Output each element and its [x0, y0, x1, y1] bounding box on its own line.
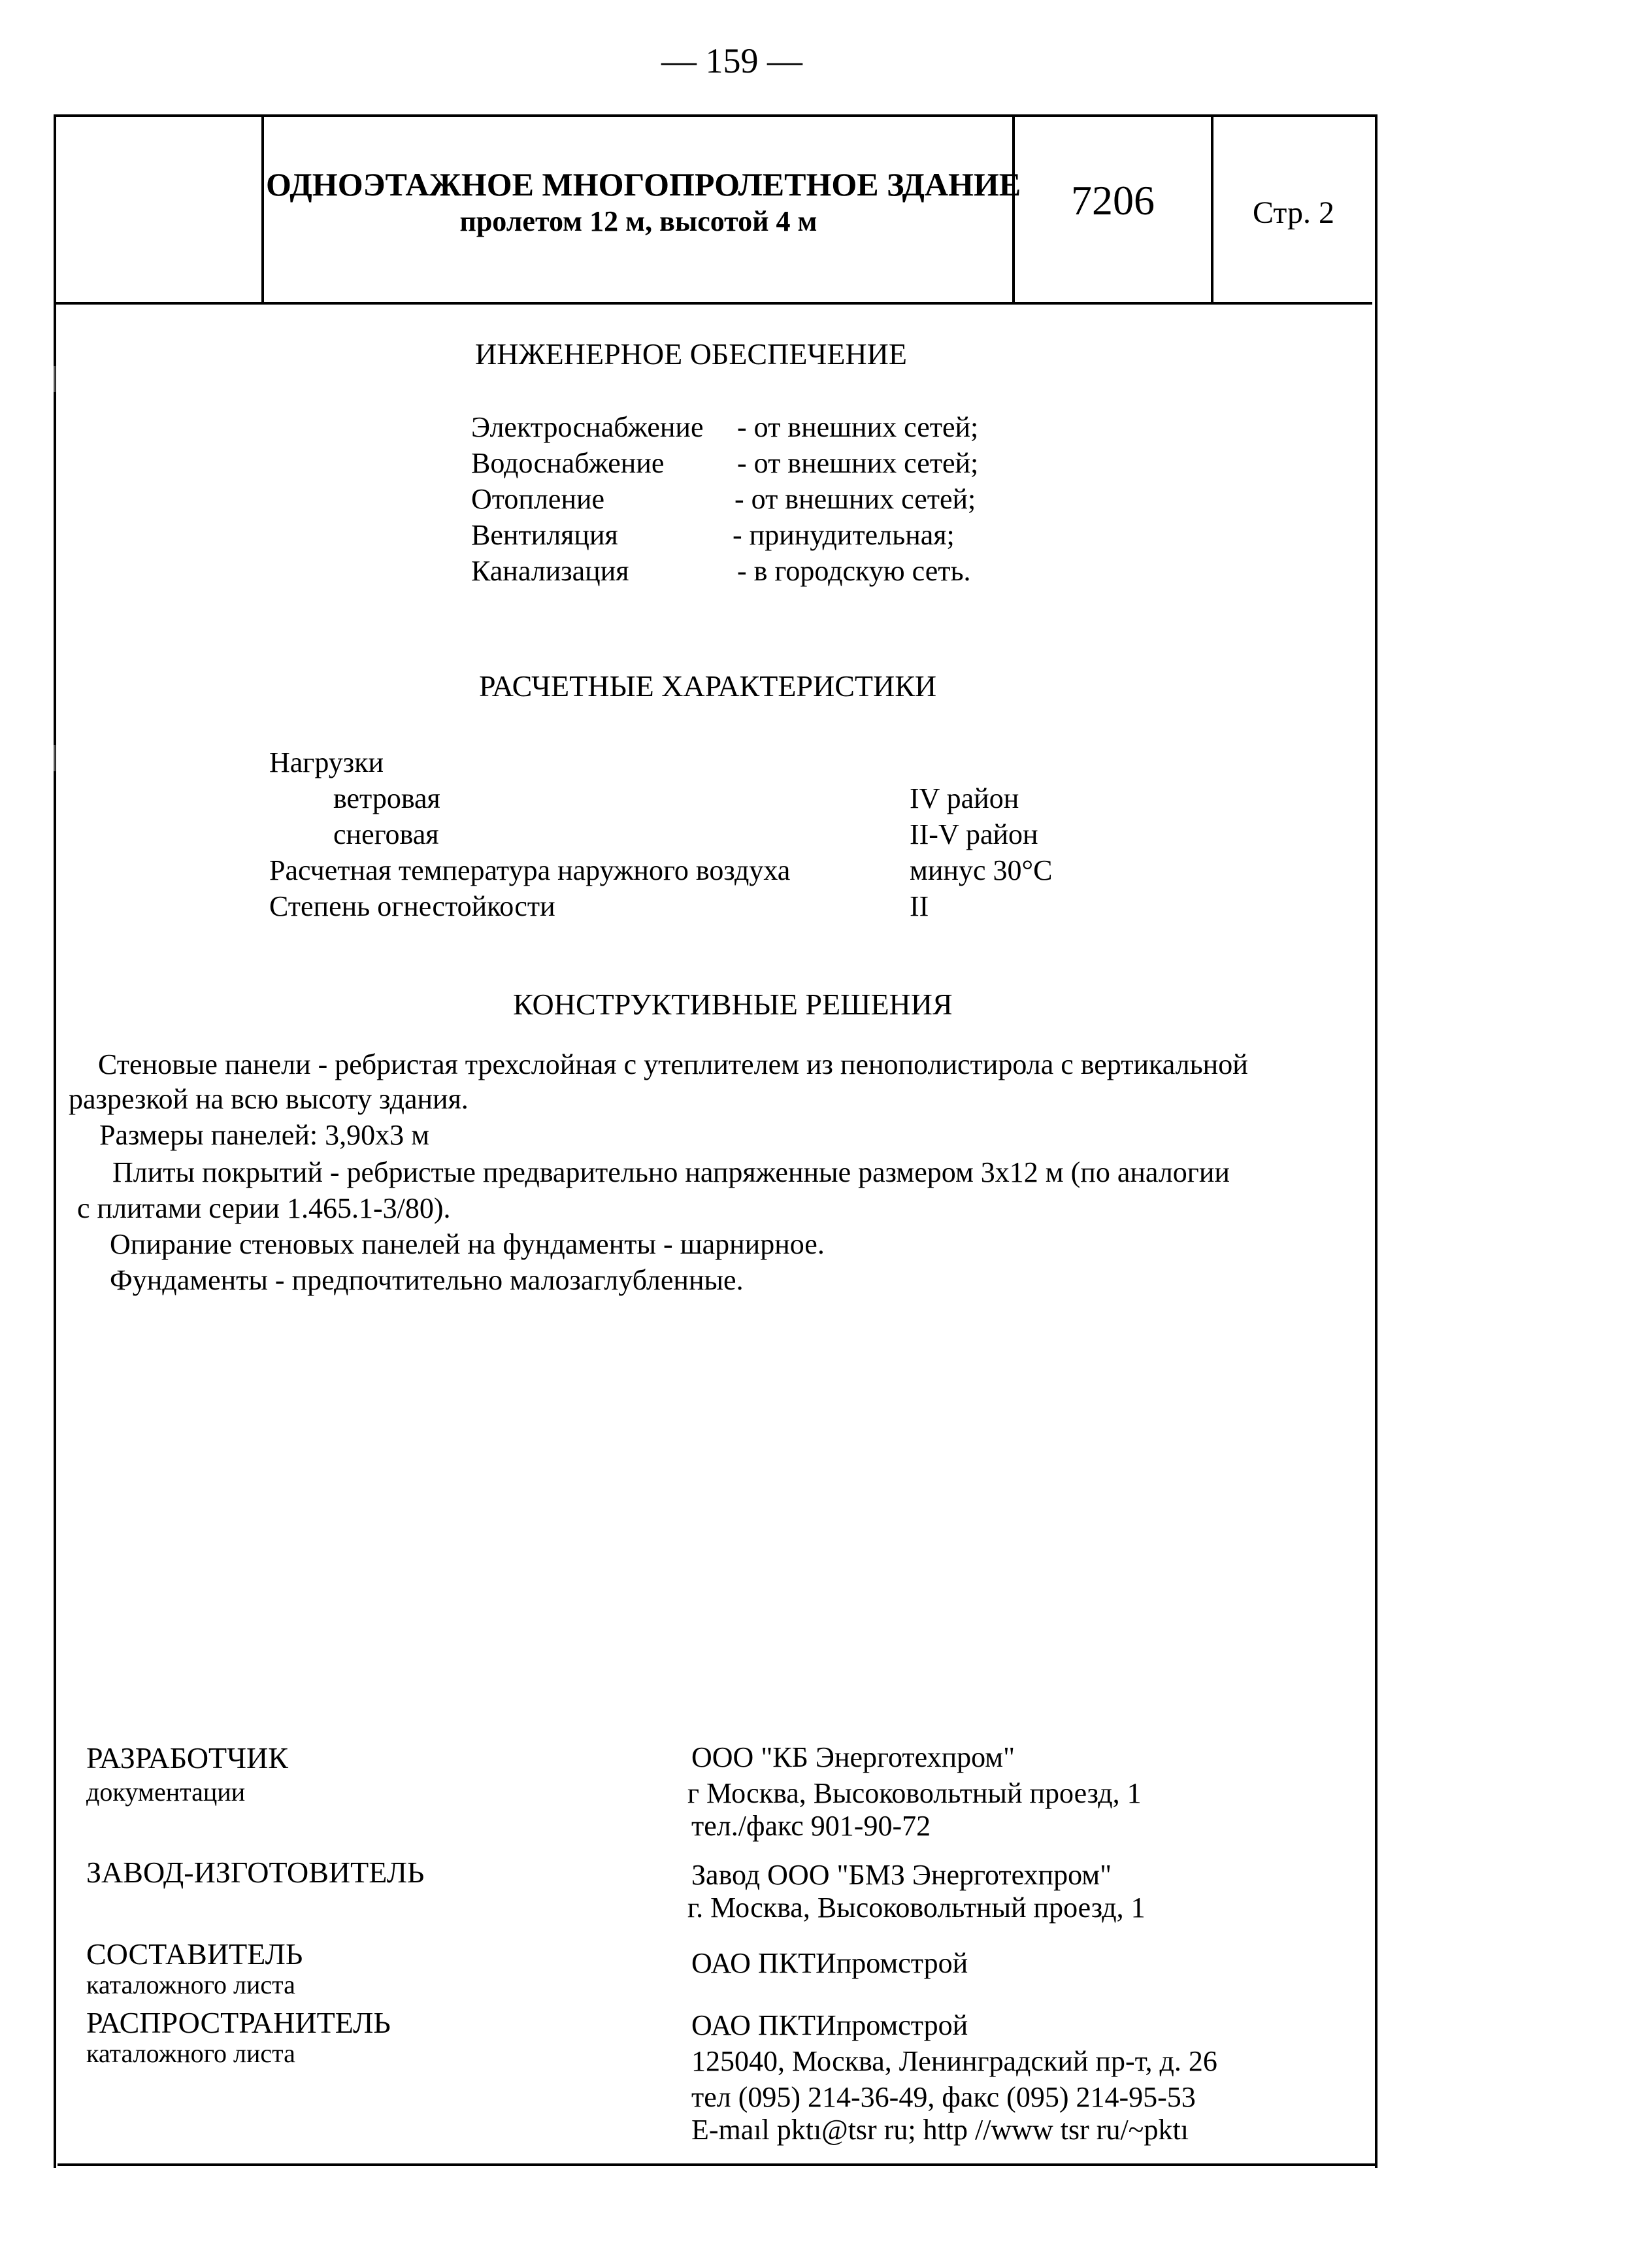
- developer-label: РАЗРАБОТЧИК: [86, 1741, 288, 1775]
- temperature-value: минус 30°С: [910, 854, 1053, 886]
- structure-paragraph: Размеры панелей: 3,90х3 м: [99, 1119, 429, 1151]
- engineering-label: Электроснабжение: [471, 411, 704, 443]
- structure-paragraph: Стеновые панели - ребристая трехслойная с утеплителем из пенополистирола с вертикальной: [98, 1048, 1248, 1080]
- distributor-phone: тел (095) 214-36-49, факс (095) 214-95-53: [691, 2081, 1196, 2113]
- fire-resistance-label: Степень огнестойкости: [269, 890, 555, 922]
- distributor-address: 125040, Москва, Ленинградский пр-т, д. 26: [691, 2045, 1217, 2077]
- margin-mark: [54, 366, 56, 392]
- margin-mark: [54, 745, 56, 771]
- factory-name: Завод ООО "БМЗ Энерготехпром": [691, 1859, 1112, 1891]
- document-title: ОДНОЭТАЖНОЕ МНОГОПРОЛЕТНОЕ ЗДАНИЕ: [266, 166, 1021, 203]
- compiler-label: СОСТАВИТЕЛЬ: [86, 1937, 303, 1971]
- engineering-heading: ИНЖЕНЕРНОЕ ОБЕСПЕЧЕНИЕ: [475, 337, 907, 371]
- engineering-value: - принудительная;: [733, 519, 955, 551]
- distributor-name: ОАО ПКТИпромстрой: [691, 2009, 968, 2041]
- loads-label: Нагрузки: [269, 746, 384, 778]
- developer-sublabel: документации: [86, 1777, 246, 1807]
- document-subtitle: пролетом 12 м, высотой 4 м: [459, 205, 817, 237]
- sheet-number: Стр. 2: [1253, 195, 1334, 230]
- engineering-label: Канализация: [471, 555, 629, 587]
- engineering-label: Отопление: [471, 483, 605, 515]
- engineering-value: - от внешних сетей;: [737, 447, 979, 479]
- distributor-sublabel: каталожного листа: [86, 2039, 295, 2068]
- compiler-name: ОАО ПКТИпромстрой: [691, 1947, 968, 1979]
- factory-address: г. Москва, Высоковольтный проезд, 1: [687, 1892, 1146, 1924]
- wind-value: IV район: [910, 782, 1019, 814]
- design-heading: РАСЧЕТНЫЕ ХАРАКТЕРИСТИКИ: [479, 669, 937, 703]
- snow-label: снеговая: [333, 818, 439, 850]
- wind-label: ветровая: [333, 782, 440, 814]
- structure-paragraph: Опирание стеновых панелей на фундаменты - шарнирное.: [110, 1228, 825, 1260]
- engineering-value: - от внешних сетей;: [734, 483, 976, 515]
- distributor-web: E-maıl pktı@tsr ru; http //www tsr ru/~pktı: [691, 2114, 1189, 2146]
- structure-paragraph: Фундаменты - предпочтительно малозаглубленные.: [110, 1264, 744, 1296]
- developer-address: г Москва, Высоковольтный проезд, 1: [687, 1777, 1142, 1809]
- engineering-value: - в городскую сеть.: [737, 555, 971, 587]
- developer-name: ООО "КБ Энерготехпром": [691, 1741, 1015, 1773]
- factory-label: ЗАВОД-ИЗГОТОВИТЕЛЬ: [86, 1856, 425, 1889]
- header-divider: [261, 114, 264, 305]
- temperature-label: Расчетная температура наружного воздуха: [269, 854, 791, 886]
- page-number: — 159 —: [661, 41, 802, 80]
- bottom-rule: [58, 2163, 1375, 2166]
- snow-value: II-V район: [910, 818, 1038, 850]
- document-code: 7206: [1071, 177, 1155, 224]
- fire-resistance-value: II: [910, 890, 929, 922]
- developer-phone: тел./факс 901-90-72: [691, 1810, 931, 1842]
- distributor-label: РАСПРОСТРАНИТЕЛЬ: [86, 2006, 391, 2039]
- structure-paragraph: Плиты покрытий - ребристые предварительно напряженные размером 3х12 м (по аналогии: [112, 1156, 1230, 1188]
- structure-paragraph: с плитами серии 1.465.1-3/80).: [77, 1192, 451, 1224]
- engineering-value: - от внешних сетей;: [737, 411, 979, 443]
- engineering-label: Водоснабжение: [471, 447, 665, 479]
- structure-heading: КОНСТРУКТИВНЫЕ РЕШЕНИЯ: [513, 988, 953, 1021]
- compiler-sublabel: каталожного листа: [86, 1970, 295, 1999]
- engineering-label: Вентиляция: [471, 519, 618, 551]
- structure-paragraph: разрезкой на всю высоту здания.: [69, 1083, 469, 1115]
